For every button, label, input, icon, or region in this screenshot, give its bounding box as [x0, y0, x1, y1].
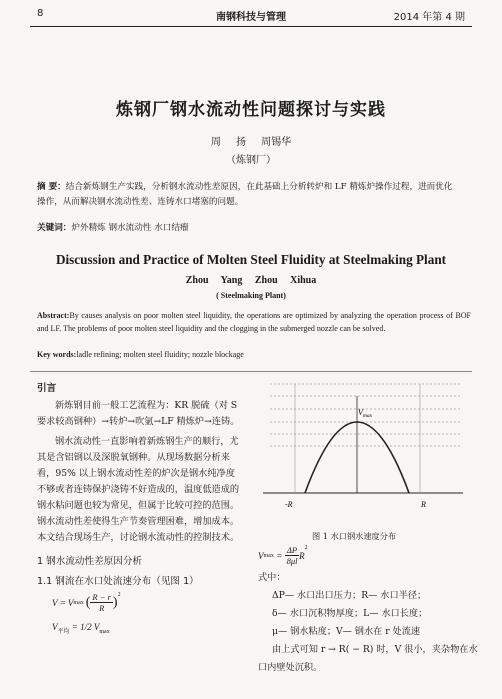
eq1-numerator: R − r	[92, 592, 111, 602]
eq2-sub2: max	[99, 628, 110, 635]
definition-1: ΔP— 水口出口压力；R— 水口半径；	[272, 590, 427, 601]
where-label: 式中：	[258, 572, 286, 583]
velocity-curve	[255, 376, 470, 516]
keywords-cn-text: 炉外精炼 钢水流动性 水口结瘤	[71, 223, 189, 233]
intro-heading: 引言	[37, 383, 57, 394]
abstract-cn-line1: 结合新炼钢生产实践，分析钢水流动性差原因，在此基础上分析转炉和 LF 精炼炉操作过程，进而优化	[65, 182, 453, 192]
journal-name: 南钢科技与管理	[216, 12, 286, 23]
equation-3: V max = $\frac{\Delta P}{8\mu l}$ R $^2$	[258, 545, 308, 566]
affiliation-en: ( Steelmaking Plant)	[216, 291, 286, 300]
issue-label: 2014 年第 4 期	[393, 12, 465, 23]
keywords-en-label: Key words:	[37, 350, 77, 359]
abstract-en-text: By causes analysis on poor molten steel liquidity, the operations are optimized by analyzing the operation process of BOF and LF. The problems of poor molten steel liquidity and the clogging in the submerged nozzle can be solved.	[37, 311, 471, 333]
conclusion-line-1: 由上式可知 r → R( − R) 时，V 很小，夹杂物在水	[272, 644, 478, 655]
section-1-heading: 1 钢水流动性差原因分析	[37, 556, 143, 567]
eq2-sub: 平均	[57, 628, 70, 635]
keywords-en-text: ladle refining; molten steel fluidity; nozzle blockage	[76, 350, 244, 359]
definition-2: δ— 水口沉积物厚度；L— 水口长度；	[272, 608, 428, 619]
definition-3: μ— 钢水粘度；V— 钢水在 r 处流速	[272, 626, 421, 637]
eq3-denominator: 8μl	[286, 556, 298, 566]
keywords-cn	[37, 221, 189, 233]
figure-label-right: R	[421, 500, 426, 509]
abstract-cn-label: 摘 要：	[37, 182, 66, 192]
abstract-en-label: Abstract:	[37, 311, 70, 320]
eq3-exponent: 2	[304, 545, 308, 551]
eq1-sub: max	[73, 599, 84, 606]
header-rule	[30, 26, 472, 27]
abstract-cn-line2: 操作，从而解决钢水流动性差、连铸水口堵塞的问题。	[37, 197, 244, 207]
intro-paragraph-2: 钢水流动性一直影响着新炼钢生产的顺行，尤其是含铝钢以及深脱氧钢种。从现场数据分析来看，95% 以上钢水流动性差的炉次是钢水纯净度不够或者连铸保护浇铸不好造成的，温度低造成的钢水粘问题也较为常见，但属于比较可控的范围。钢水流动性差使得生产节奏管理困难，增加成本。本文结合现场生产，讨论钢水流动性的控制技术。	[37, 436, 240, 543]
page-number: 8	[37, 8, 44, 19]
eq3-lhs: V	[258, 550, 264, 561]
eq3-numerator: ΔP	[286, 545, 298, 555]
figure-label-left: -R	[285, 500, 293, 509]
intro-paragraph-1: 新炼钢目前一般工艺流程为：KR 脱硫（对 S 要求较高钢种）→转炉→吹氩→LF 精炼炉→连铸。	[37, 400, 240, 427]
equation-2	[52, 622, 110, 635]
figure-caption: 图 1 水口钢水速度分布	[312, 531, 397, 541]
eq2-lhs: V	[52, 622, 58, 632]
eq1-exponent: 2	[117, 592, 121, 598]
section-1-1-heading: 1.1 钢流在水口处流速分布（见图 1）	[37, 576, 199, 587]
equation-1: V = V max ( $\frac{R - r}{R}$ ) $^2$	[52, 592, 121, 613]
affiliation-cn: （炼钢厂）	[226, 155, 276, 166]
authors-cn: 周 扬 周锡华	[210, 137, 292, 148]
eq1-lhs: V = V	[52, 597, 74, 608]
authors-en: Zhou Yang Zhou Xihua	[185, 275, 317, 286]
abstract-cn	[37, 180, 470, 210]
eq3-r: R	[299, 550, 305, 561]
conclusion-line-2: 口内壁处沉积。	[258, 662, 323, 673]
title-cn: 炼钢厂钢水流动性问题探讨与实践	[116, 100, 386, 120]
keywords-cn-label: 关键词：	[37, 223, 72, 233]
abstract-en	[37, 310, 471, 335]
eq3-sub: max	[263, 552, 274, 559]
keywords-en	[37, 350, 244, 359]
title-en: Discussion and Practice of Molten Steel Fluidity at Steelmaking Plant	[55, 252, 447, 267]
eq1-denominator: R	[99, 603, 105, 613]
eq2-rhs: = 1/2 V	[71, 622, 100, 632]
section-rule	[30, 371, 472, 372]
figure-label-vmax: $V_{max}$	[358, 408, 373, 419]
